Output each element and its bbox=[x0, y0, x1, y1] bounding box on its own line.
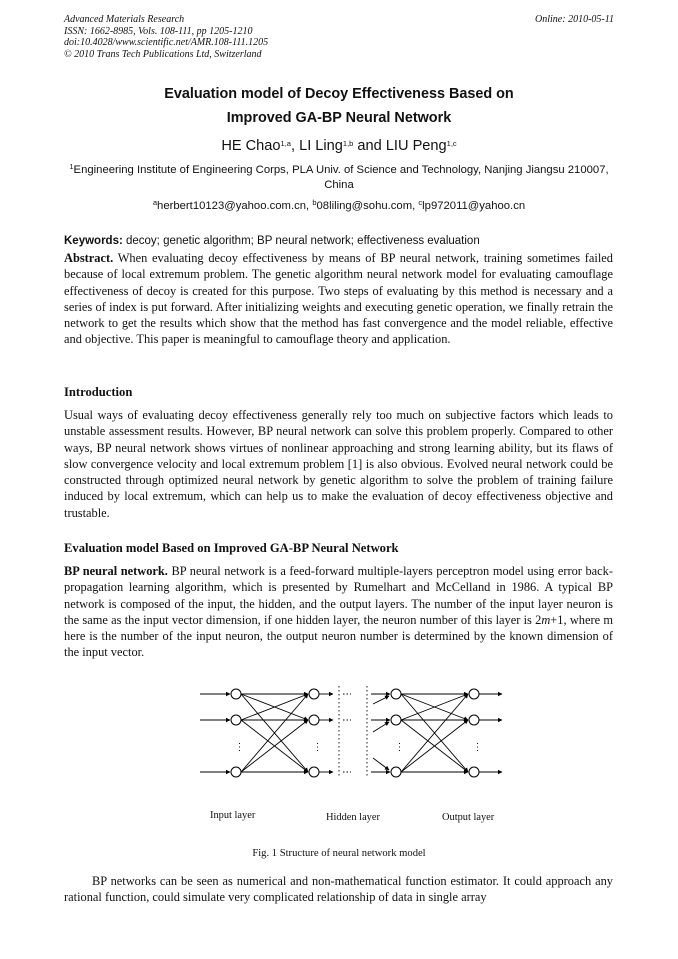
figure-caption: Fig. 1 Structure of neural network model bbox=[252, 848, 426, 859]
bp-paragraph bbox=[64, 563, 613, 661]
author-separator: and bbox=[353, 138, 386, 154]
neuron-node bbox=[231, 715, 241, 725]
email-address: lp972011@yahoo.cn bbox=[422, 200, 526, 212]
author-name: LI Ling bbox=[299, 138, 343, 154]
journal-header bbox=[64, 14, 268, 60]
email-separator: , bbox=[412, 200, 419, 212]
hidden-arrow bbox=[373, 696, 389, 704]
keywords-label: Keywords: bbox=[64, 235, 123, 247]
hidden-arrow bbox=[373, 722, 389, 732]
abstract bbox=[64, 250, 613, 348]
neuron-node bbox=[309, 689, 319, 699]
hidden-layer-label: Hidden layer bbox=[326, 812, 380, 823]
author-sup: 1,c bbox=[446, 139, 457, 148]
neuron-node bbox=[231, 689, 241, 699]
neuron-node bbox=[309, 767, 319, 777]
intro-heading: Introduction bbox=[64, 385, 133, 399]
intro-paragraph: Usual ways of evaluating decoy effectiveness generally rely too much on subjective factors which leads to unstable assessment results. However, BP neural network can solve this problem properly. Compared to other ways, BP neural network shows virtues of nonlinear approaching and strong learning ability, but its flaws of slow convergence velocity and local extremum problem [1] is also obvious. Evolved neural network could be constructed through optimized neural network by genetic algorithm to solve the problem of training failure induced by local extremum, which can help us to make the evaluation of decoy effectiveness objective and trustable. bbox=[64, 408, 613, 520]
affiliation bbox=[64, 163, 614, 193]
neuron-node bbox=[391, 689, 401, 699]
network-nodes bbox=[231, 689, 483, 777]
bp-text-1: BP neural network is a feed-forward multiple-layers perceptron model using error back-propagation learning algorithm, which is presented by Rumelhart and McCelland in 1986. A typical BP network is composed of the input, the hidden, and the output layers. The number of the input layer neuron is the same as the input vector dimension, if one hidden layer, the neuron number of this layer is 2 bbox=[64, 564, 613, 627]
neuron-node bbox=[391, 715, 401, 725]
neural-network-figure bbox=[196, 682, 506, 827]
author-separator: , bbox=[290, 138, 300, 154]
author-sup: 1,a bbox=[280, 139, 291, 148]
neuron-node bbox=[469, 689, 479, 699]
abstract-label: Abstract. bbox=[64, 251, 114, 265]
author-list bbox=[64, 138, 614, 154]
copyright-line: © 2010 Trans Tech Publications Ltd, Switzerland bbox=[64, 48, 262, 60]
vertical-ellipsis: ⋮ bbox=[394, 742, 405, 753]
author-name: HE Chao bbox=[221, 138, 281, 154]
network-connections bbox=[200, 686, 502, 778]
neuron-node bbox=[231, 767, 241, 777]
doi-line: doi:10.4028/www.scientific.net/AMR.108-111.1205 bbox=[64, 37, 269, 48]
affiliation-sup: 1 bbox=[69, 162, 74, 171]
author-sup: 1,b bbox=[342, 139, 354, 148]
title-line-2: Improved GA-BP Neural Network bbox=[226, 110, 452, 126]
vertical-ellipsis: ⋮ bbox=[312, 742, 323, 753]
email-sup: a bbox=[152, 198, 158, 207]
section-heading: Evaluation model Based on Improved GA-BP Neural Network bbox=[64, 541, 399, 555]
neuron-node bbox=[391, 767, 401, 777]
email-sup: b bbox=[312, 198, 317, 207]
bp-variable-m: m bbox=[541, 612, 551, 627]
author-name: LIU Peng bbox=[385, 138, 447, 154]
hidden-arrow bbox=[373, 758, 389, 770]
closing-paragraph: BP networks can be seen as numerical and non-mathematical function estimator. It could approach any rational function, could simulate very complicated relationship of data in single array bbox=[64, 874, 613, 905]
email-separator: , bbox=[306, 200, 313, 212]
keywords bbox=[64, 235, 614, 247]
vertical-ellipsis: ⋮ bbox=[472, 742, 483, 753]
journal-name: Advanced Materials Research bbox=[64, 14, 185, 25]
neuron-node bbox=[469, 715, 479, 725]
email-address: 08liling@sohu.com bbox=[316, 200, 413, 212]
issn-line: ISSN: 1662-8985, Vols. 108-111, pp 1205-1210 bbox=[64, 25, 253, 37]
keywords-text: decoy; genetic algorithm; BP neural network; effectiveness evaluation bbox=[122, 235, 480, 247]
bp-text-2: +1, where m here is the number of the input neuron, the output neuron number is determined by the known dimension of the input vector. bbox=[64, 612, 613, 660]
output-layer-label: Output layer bbox=[442, 812, 495, 823]
bp-label: BP neural network. bbox=[64, 564, 168, 578]
title-line-1: Evaluation model of Decoy Effectiveness Based on bbox=[164, 86, 514, 102]
paper-title bbox=[64, 82, 614, 130]
affiliation-text: Engineering Institute of Engineering Corps, PLA Univ. of Science and Technology, Nanjing Jiangsu 210007, China bbox=[73, 164, 609, 191]
input-layer-label: Input layer bbox=[210, 810, 256, 821]
email-sup: c bbox=[418, 198, 423, 207]
email-address: herbert10123@yahoo.com.cn bbox=[157, 200, 307, 212]
neuron-node bbox=[309, 715, 319, 725]
online-date: Online: 2010-05-11 bbox=[535, 14, 614, 25]
neuron-node bbox=[469, 767, 479, 777]
email-list bbox=[64, 200, 614, 212]
abstract-text: When evaluating decoy effectiveness by means of BP neural network, training sometimes failed because of local extremum problem. The genetic algorithm neural network model for evaluating camouflage effectiveness of decoy is created for this purpose. Two steps of evaluating by this method is necessary and a series of index is put forward. After initializing weights and executing genetic operation, we finally retrain the network to get the results which show that the method has fast convergence and the model reliable, effective and objective. This paper is meaningful to camouflage theory and application. bbox=[64, 251, 613, 347]
vertical-ellipsis: ⋮ bbox=[234, 742, 245, 753]
